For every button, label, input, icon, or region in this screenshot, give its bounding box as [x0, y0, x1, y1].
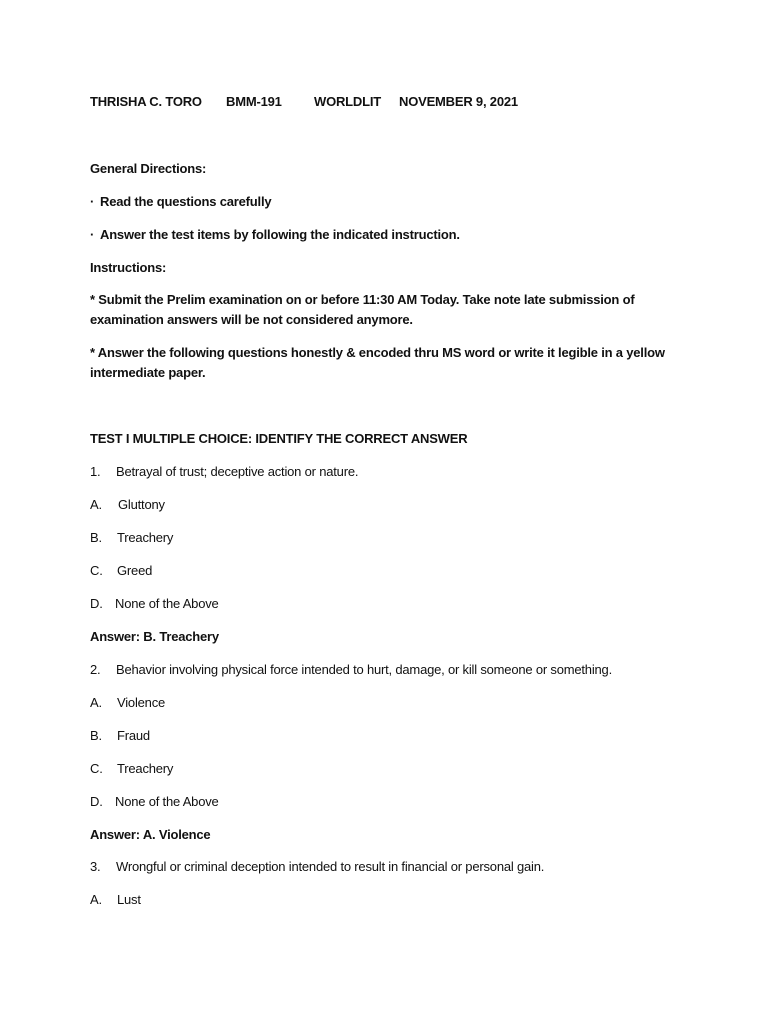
- option-item: [90, 793, 219, 810]
- option-letter: A.: [90, 695, 102, 710]
- option-text: None of the Above: [115, 794, 219, 809]
- option-item: [90, 529, 173, 546]
- direction-item: [90, 226, 460, 243]
- answer-line: Answer: A. Violence: [90, 827, 211, 842]
- subject-name: WORLDLIT: [314, 94, 381, 109]
- option-text: Violence: [117, 695, 166, 710]
- option-text: Gluttony: [118, 497, 165, 512]
- course-section: BMM-191: [226, 94, 282, 109]
- instructions-title: Instructions:: [90, 260, 167, 275]
- question-number: 1.: [90, 464, 101, 479]
- option-letter: C.: [90, 563, 103, 578]
- question-text: Betrayal of trust; deceptive action or nature.: [116, 464, 359, 479]
- test-title: TEST I MULTIPLE CHOICE: IDENTIFY THE CORRECT ANSWER: [90, 431, 468, 446]
- option-item: [90, 727, 150, 744]
- question-number: 2.: [90, 662, 101, 677]
- option-text: Treachery: [117, 530, 174, 545]
- option-text: Fraud: [117, 728, 150, 743]
- option-letter: B.: [90, 530, 102, 545]
- option-letter: A.: [90, 892, 102, 907]
- option-text: Treachery: [117, 761, 174, 776]
- general-directions-title: General Directions:: [90, 161, 207, 176]
- option-item: [90, 496, 165, 513]
- question: [90, 463, 358, 480]
- instruction-item: * Answer the following questions honestly & encoded thru MS word or write it legible in a yellow intermediate paper.: [90, 345, 665, 380]
- instruction-item: * Submit the Prelim examination on or before 11:30 AM Today. Take note late submission of examination answers will be not considered anymore.: [90, 292, 635, 327]
- option-letter: A.: [90, 497, 102, 512]
- direction-item: [90, 193, 271, 210]
- option-item: [90, 891, 141, 908]
- option-item: [90, 562, 152, 579]
- option-text: Greed: [117, 563, 153, 578]
- question-number: 3.: [90, 859, 101, 874]
- bullet-dot-icon: ·: [90, 227, 95, 242]
- option-item: [90, 595, 219, 612]
- bullet-dot-icon: ·: [90, 194, 95, 209]
- option-text: Lust: [117, 892, 141, 907]
- option-letter: B.: [90, 728, 102, 743]
- option-letter: D.: [90, 596, 103, 611]
- option-letter: C.: [90, 761, 103, 776]
- direction-text: Read the questions carefully: [100, 194, 272, 209]
- student-name: THRISHA C. TORO: [90, 94, 202, 109]
- document-date: NOVEMBER 9, 2021: [399, 94, 518, 109]
- answer-line: Answer: B. Treachery: [90, 629, 219, 644]
- question: [90, 858, 544, 875]
- option-item: [90, 694, 165, 711]
- option-letter: D.: [90, 794, 103, 809]
- option-item: [90, 760, 173, 777]
- question: [90, 661, 612, 678]
- document-header: [0, 94, 768, 112]
- question-text: Wrongful or criminal deception intended to result in financial or personal gain.: [116, 859, 545, 874]
- question-text: Behavior involving physical force intended to hurt, damage, or kill someone or something.: [116, 662, 612, 677]
- option-text: None of the Above: [115, 596, 219, 611]
- direction-text: Answer the test items by following the indicated instruction.: [100, 227, 460, 242]
